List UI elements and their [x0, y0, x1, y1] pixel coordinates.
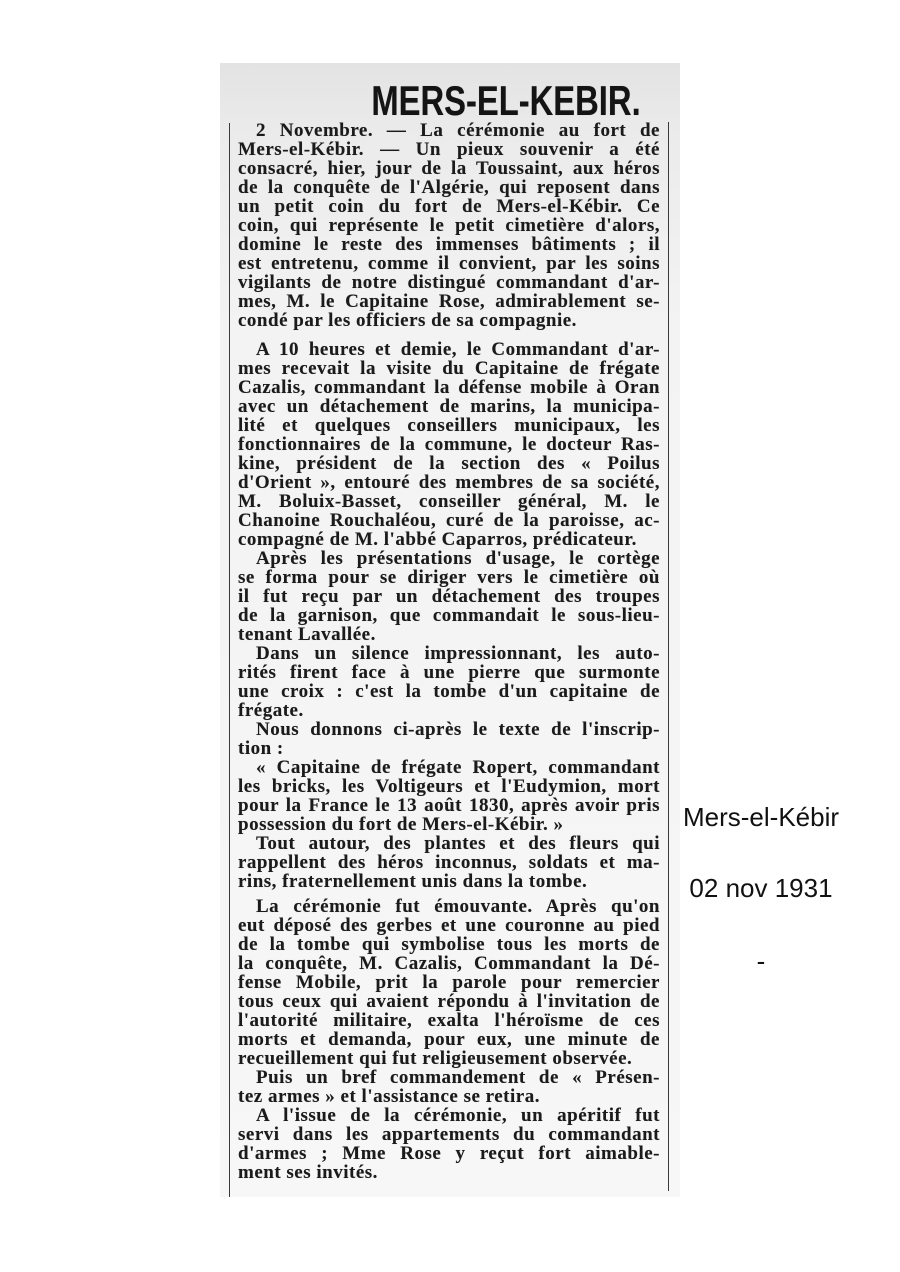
text-line: mes, M. le Capitaine Rose, admirablement se-	[238, 291, 660, 312]
text-line: condé par les officiers de sa compagnie.	[238, 310, 577, 331]
text-line: fense Mobile, prit la parole pour remercier	[238, 972, 660, 993]
text-line: de la garnison, que commandait le sous-lieu-	[238, 605, 660, 626]
text-line: tez armes » et l'assistance se retira.	[238, 1086, 540, 1107]
text-line: Cazalis, commandant la défense mobile à Oran	[238, 377, 660, 398]
text-line: « Capitaine de frégate Ropert, commandant	[256, 757, 660, 778]
text-line: domine le reste des immenses bâtiments ; il	[238, 234, 660, 255]
article-body	[238, 121, 660, 1182]
paragraph	[238, 720, 660, 758]
text-line: La cérémonie fut émouvante. Après qu'on	[256, 896, 660, 917]
text-line: consacré, hier, jour de la Toussaint, aux héros	[238, 158, 660, 179]
text-line: une croix : c'est la tombe d'un capitaine de	[238, 681, 660, 702]
text-line: d'Orient », entouré des membres de sa société,	[238, 472, 660, 493]
paragraph	[238, 340, 660, 549]
text-line: Après les présentations d'usage, le cortège	[256, 548, 660, 569]
text-line: Tout autour, des plantes et des fleurs qui	[256, 833, 660, 854]
paragraph	[238, 644, 660, 720]
text-line: de la tombe qui symbolise tous les morts de	[238, 934, 660, 955]
paragraph	[238, 834, 660, 891]
text-line: ment ses invités.	[238, 1162, 378, 1183]
text-line: Nous donnons ci-après le texte de l'inscrip-	[256, 719, 660, 740]
paragraph	[238, 121, 660, 330]
text-line: Dans un silence impressionnant, les auto-	[256, 643, 660, 664]
text-line: d'armes ; Mme Rose y reçut fort aimable-	[238, 1143, 660, 1164]
text-line: morts et demanda, pour eux, une minute de	[238, 1029, 660, 1050]
text-line: l'autorité militaire, exalta l'héroïsme de ces	[238, 1010, 660, 1031]
text-line: Chanoine Rouchaléou, curé de la paroisse, ac-	[238, 510, 660, 531]
text-line: possession du fort de Mers-el-Kébir. »	[238, 814, 564, 835]
column-rule-right	[668, 122, 669, 1191]
text-line: mes recevait la visite du Capitaine de frégate	[238, 358, 660, 379]
text-line: rappellent des héros inconnus, soldats et ma-	[238, 852, 660, 873]
text-line: se forma pour se diriger vers le cimetière où	[238, 567, 660, 588]
text-line: servi dans les appartements du commandant	[238, 1124, 660, 1145]
text-line: coin, qui représente le petit cimetière d'alors,	[238, 215, 660, 236]
paragraph	[238, 758, 660, 834]
text-line: Puis un bref commandement de « Présen-	[256, 1067, 660, 1088]
article-title: MERS-EL-KEBIR.	[371, 77, 641, 124]
column-rule-left	[229, 123, 230, 1197]
text-line: 2 Novembre. — La cérémonie au fort de	[256, 120, 660, 141]
text-line: avec un détachement de marins, la municipa-	[238, 396, 660, 417]
text-line: compagné de M. l'abbé Caparros, prédicateur.	[238, 529, 637, 550]
text-line: frégate.	[238, 700, 304, 721]
text-line: lité et quelques conseillers municipaux, les	[238, 415, 660, 436]
text-line: est entretenu, comme il convient, par les soins	[238, 253, 660, 274]
text-line: de la conquête de l'Algérie, qui reposent dans	[238, 177, 660, 198]
text-line: tion :	[238, 738, 284, 759]
text-line: Mers-el-Kébir. — Un pieux souvenir a été	[238, 139, 660, 160]
text-line: rins, fraternellement unis dans la tombe.	[238, 871, 588, 892]
note-date: 02 nov 1931	[689, 873, 833, 903]
paragraph	[238, 897, 660, 1068]
text-line: pour la France le 13 août 1830, après avoir pris	[238, 795, 660, 816]
text-line: recueillement qui fut religieusement observée.	[238, 1048, 633, 1069]
text-line: il fut reçu par un détachement des troupes	[238, 586, 660, 607]
text-line: vigilants de notre distingué commandant d'ar-	[238, 272, 660, 293]
newspaper-clipping	[220, 63, 680, 1197]
article-section	[238, 340, 660, 891]
text-line: A l'issue de la cérémonie, un apéritif fut	[256, 1105, 660, 1126]
paragraph	[238, 1106, 660, 1182]
text-line: un petit coin du fort de Mers-el-Kébir. Ce	[238, 196, 660, 217]
note-dash: -	[756, 946, 766, 976]
paragraph	[238, 1068, 660, 1106]
text-line: rités firent face à une pierre que surmonte	[238, 662, 660, 683]
text-line: eut déposé des gerbes et une couronne au pied	[238, 915, 660, 936]
text-line: tous ceux qui avaient répondu à l'invitation de	[238, 991, 660, 1012]
text-line: tenant Lavallée.	[238, 624, 376, 645]
paragraph	[238, 549, 660, 644]
text-line: les bricks, les Voltigeurs et l'Eudymion, mort	[238, 776, 660, 797]
text-line: kine, président de la section des « Poilus	[238, 453, 660, 474]
text-line: fonctionnaires de la commune, le docteur Ras-	[238, 434, 660, 455]
text-line: la conquête, M. Cazalis, Commandant la Dé-	[238, 953, 660, 974]
note-place: Mers-el-Kébir	[682, 802, 840, 832]
text-line: A 10 heures et demie, le Commandant d'ar-	[256, 339, 660, 360]
text-line: M. Boluix-Basset, conseiller général, M. le	[238, 491, 660, 512]
article-section	[238, 121, 660, 330]
article-section	[238, 897, 660, 1182]
